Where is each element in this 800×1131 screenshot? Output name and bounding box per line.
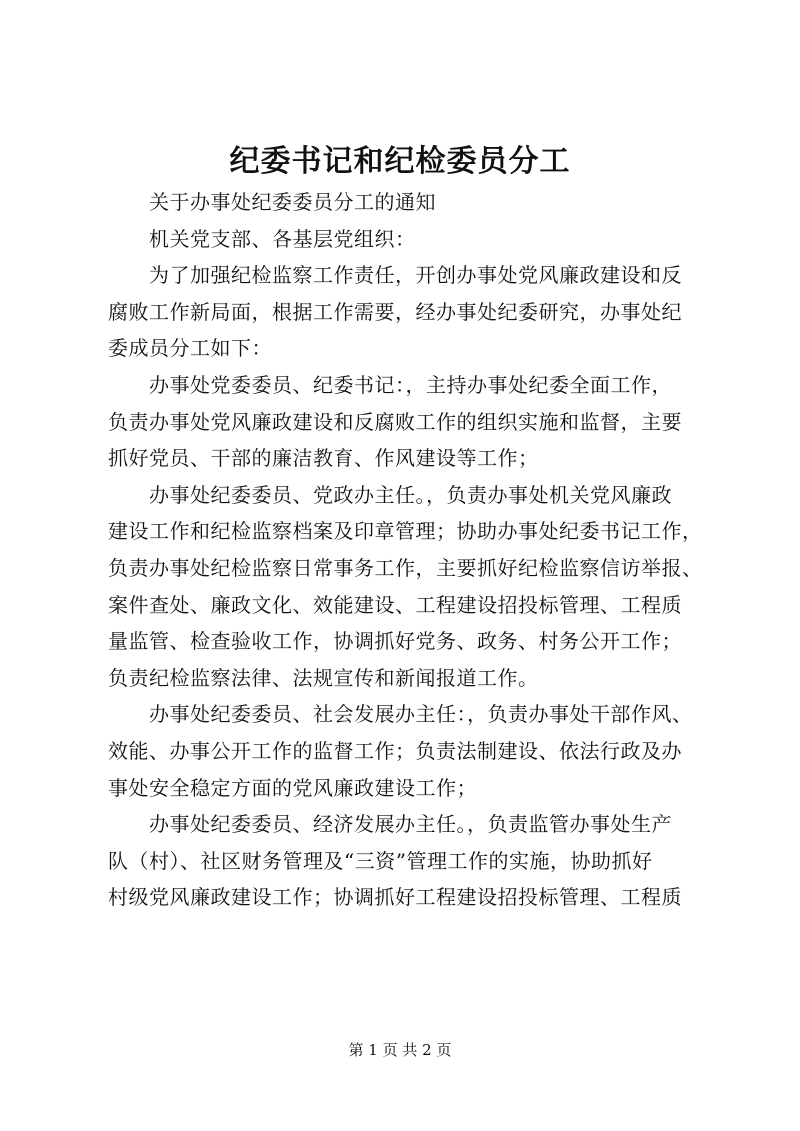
body-line: 腐败工作新局面，根据工作需要，经办事处纪委研究，办事处纪: [108, 299, 682, 324]
body-line: 为了加强纪检监察工作责任，开创办事处党风廉政建设和反: [108, 263, 682, 288]
body-line: 办事处党委委员、纪委书记：，主持办事处纪委全面工作，: [108, 372, 672, 397]
body-line: 量监管、检查验收工作，协调抓好党务、政务、村务公开工作；: [108, 629, 682, 654]
document-title: 纪委书记和纪检委员分工: [229, 144, 571, 179]
page-footer: 第 1 页 共 2 页: [348, 1041, 452, 1059]
body-line: 办事处纪委委员、社会发展办主任：，负责办事处干部作风、: [108, 702, 693, 727]
body-line: 抓好党员、干部的廉洁教育、作风建设等工作；: [108, 446, 539, 471]
body-line: 案件查处、廉政文化、效能建设、工程建设招投标管理、工程质: [108, 592, 682, 617]
body-line: 办事处纪委委员、党政办主任。，负责办事处机关党风廉政: [108, 482, 672, 507]
body-line: 负责办事处党风廉政建设和反腐败工作的组织实施和监督，主要: [108, 409, 682, 434]
body-line: 负责办事处纪检监察日常事务工作，主要抓好纪检监察信访举报、: [108, 555, 703, 580]
body-line: 建设工作和纪检监察档案及印章管理；协助办事处纪委书记工作，: [108, 519, 703, 544]
body-line: 关于办事处纪委委员分工的通知: [108, 190, 436, 214]
document-body: [108, 184, 708, 916]
body-line: 村级党风廉政建设工作；协调抓好工程建设招投标管理、工程质: [108, 885, 682, 910]
body-line: 办事处纪委委员、经济发展办主任。，负责监管办事处生产: [108, 812, 672, 837]
body-line: 机关党支部、各基层党组织：: [108, 226, 416, 251]
body-line: 委成员分工如下：: [108, 336, 272, 361]
body-line: 队（村）、社区财务管理及“三资”管理工作的实施，协助抓好: [108, 848, 653, 873]
body-line: 效能、办事公开工作的监督工作；负责法制建设、依法行政及办: [108, 738, 682, 763]
body-line: 负责纪检监察法律、法规宣传和新闻报道工作。: [108, 665, 539, 690]
body-line: 事处安全稳定方面的党风廉政建设工作；: [108, 775, 477, 800]
